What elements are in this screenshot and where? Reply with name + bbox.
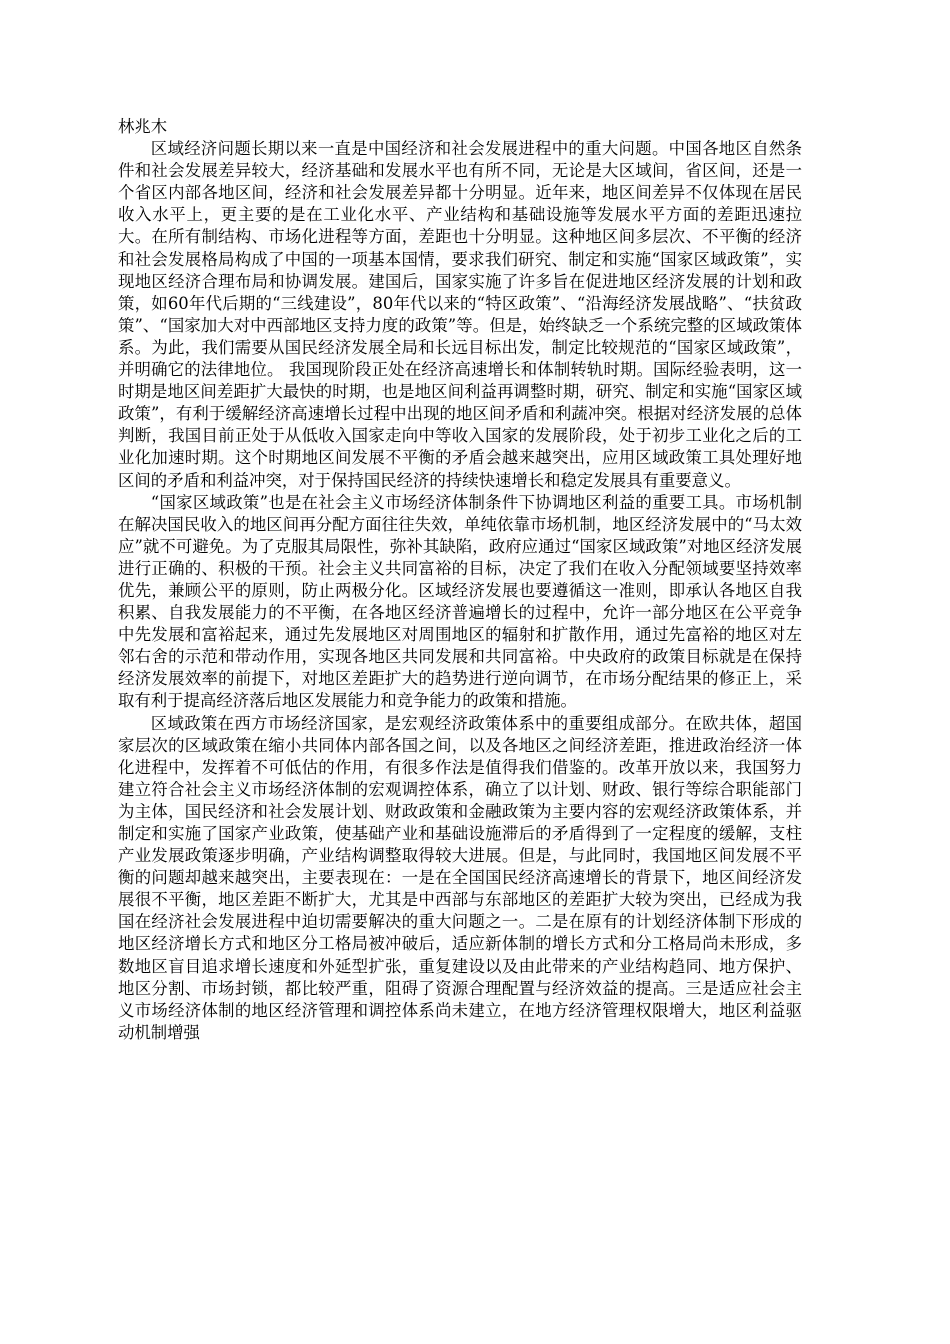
document-page	[118, 116, 802, 1044]
author-name: 林兆木	[118, 117, 168, 136]
body-paragraph-2: “国家区域政策”也是在社会主义市场经济体制条件下协调地区利益的重要工具。市场机制在解决国民收入的地区间再分配方面往往失效，单纯依靠市场机制，地区经济发展中的“马太效应”就不可避免。为了克服其局限性，弥补其缺陷，政府应通过“国家区域政策”对地区经济发展进行正确的、积极的干预。社会主义共同富裕的目标，决定了我们在收入分配领域要坚持效率优先，兼顾公平的原则，防止两极分化。区域经济发展也要遵循这一准则，即承认各地区自我积累、自我发展能力的不平衡，在各地区经济普遍增长的过程中，允许一部分地区在公平竞争中先发展和富裕起来，通过先发展地区对周围地区的辐射和扩散作用，通过先富裕的地区对左邻右舍的示范和带动作用，实现各地区共同发展和共同富裕。中央政府的政策目标就是在保持经济发展效率的前提下，对地区差距扩大的趋势进行逆向调节，在市场分配结果的修正上，采取有利于提高经济落后地区发展能力和竞争能力的政策和措施。	[118, 492, 802, 711]
body-paragraph-1: 区域经济问题长期以来一直是中国经济和社会发展进程中的重大问题。中国各地区自然条件和社会发展差异较大，经济基础和发展水平也有所不同，无论是大区域间，省区间，还是一个省区内部各地区间，经济和社会发展差异都十分明显。近年来，地区间差异不仅体现在居民收入水平上，更主要的是在工业化水平、产业结构和基础设施等发展水平方面的差距迅速拉大。在所有制结构、市场化进程等方面，差距也十分明显。这种地区间多层次、不平衡的经济和社会发展格局构成了中国的一项基本国情，要求我们研究、制定和实施“国家区域政策”，实现地区经济合理布局和协调发展。建国后，国家实施了许多旨在促进地区经济发展的计划和政策，如60年代后期的“三线建设”，80年代以来的“特区政策”、“沿海经济发展战略”、“扶贫政策”、“国家加大对中西部地区支持力度的政策”等。但是，始终缺乏一个系统完整的区域政策体系。为此，我们需要从国民经济发展全局和长远目标出发，制定比较规范的“国家区域政策”，并明确它的法律地位。 我国现阶段正处在经济高速增长和体制转轨时期。国际经验表明，这一时期是地区间差距扩大最快的时期，也是地区间利益再调整时期，研究、制定和实施“国家区域政策”，有利于缓解经济高速增长过程中出现的地区间矛盾和利蔬冲突。根据对经济发展的总体判断，我国目前正处于从低收入国家走向中等收入国家的发展阶段，处于初步工业化之后的工业化加速时期。这个时期地区间发展不平衡的矛盾会越来越突出，应用区域政策工具处理好地区间的矛盾和利益冲突，对于保持国民经济的持续快速增长和稳定发展具有重要意义。	[118, 139, 802, 490]
body-paragraph-3: 区域政策在西方市场经济国家，是宏观经济政策体系中的重要组成部分。在欧共体，超国家层次的区域政策在缩小共同体内部各国之间，以及各地区之间经济差距，推进政治经济一体化进程中，发挥着不可低估的作用，有很多作法是值得我们借鉴的。改革开放以来，我国努力建立符合社会主义市场经济体制的宏观调控体系，确立了以计划、财政、银行等综合职能部门为主体，国民经济和社会发展计划、财政政策和金融政策为主要内容的宏观经济政策体系，并制定和实施了国家产业政策，使基础产业和基础设施滞后的矛盾得到了一定程度的缓解，支柱产业发展政策逐步明确，产业结构调整取得较大进展。但是，与此同时，我国地区间发展不平衡的问题却越来越突出，主要表现在：一是在全国国民经济高速增长的背景下，地区间经济发展很不平衡，地区差距不断扩大，尤其是中西部与东部地区的差距扩大较为突出，已经成为我国在经济社会发展进程中迫切需要解决的重大问题之一。二是在原有的计划经济体制下形成的地区经济增长方式和地区分工格局被冲破后，适应新体制的增长方式和分工格局尚未形成，多数地区盲目追求增长速度和外延型扩张，重复建设以及由此带来的产业结构趋同、地方保护、地区分割、市场封锁，都比较严重，阻碍了资源合理配置与经济效益的提高。三是适应社会主义市场经济体制的地区经济管理和调控体系尚未建立，在地方经济管理权限增大，地区利益驱动机制增强	[118, 713, 802, 1042]
